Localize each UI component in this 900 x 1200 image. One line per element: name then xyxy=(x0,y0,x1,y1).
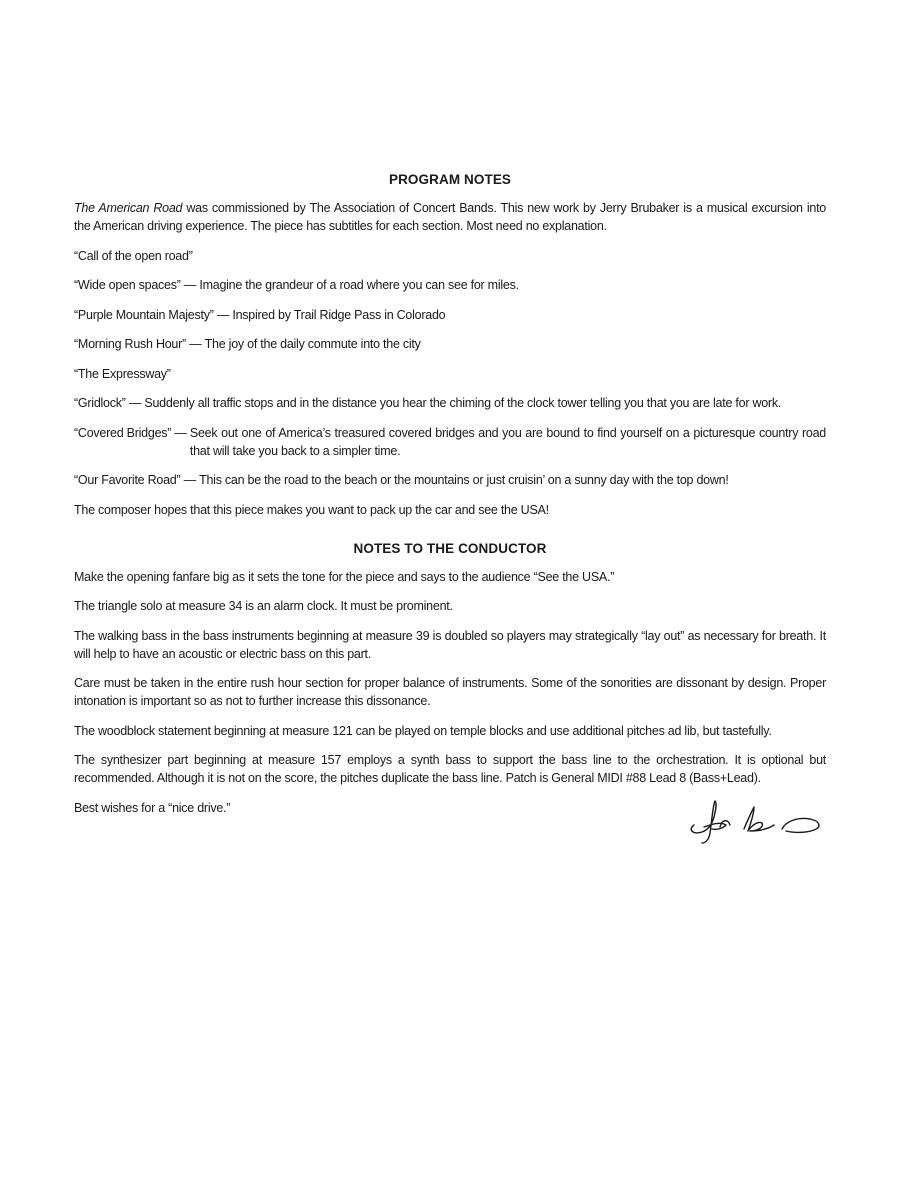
conductor-paragraph: Make the opening fanfare big as it sets the tone for the piece and says to the audience “See the USA.” xyxy=(74,569,615,584)
section-desc: The joy of the daily commute into the city xyxy=(204,337,421,351)
conductor-paragraph: The walking bass in the bass instruments beginning at measure 39 is doubled so players may strategically “lay out” as necessary for breath. It will help to have an acoustic or electric bass on this part. xyxy=(74,628,826,661)
section-item xyxy=(74,471,826,489)
program-closing: The composer hopes that this piece makes you want to pack up the car and see the USA! xyxy=(74,502,549,517)
piece-title: The American Road xyxy=(74,201,183,215)
section-item xyxy=(74,247,826,265)
section-item xyxy=(74,394,826,412)
section-desc xyxy=(171,365,826,383)
section-desc: Seek out one of America’s treasured covered bridges and you are bound to find yourself on a picturesque country road that will take you back to a simpler time. xyxy=(189,425,826,458)
conductor-paragraph: Care must be taken in the entire rush hour section for proper balance of instruments. Some of the sonorities are dissonant by design. Proper intonation is important so as not to further increase this dissonance. xyxy=(74,676,826,708)
section-item xyxy=(74,424,826,460)
section-term: “Our Favorite Road” — xyxy=(74,473,200,487)
section-item xyxy=(74,276,826,294)
section-desc: This can be the road to the beach or the mountains or just cruisin’ on a sunny day with the top down! xyxy=(199,473,729,487)
sign-off-row xyxy=(74,799,826,845)
section-item xyxy=(74,306,826,324)
section-term: “Gridlock” — xyxy=(74,396,145,410)
program-notes-heading: PROGRAM NOTES xyxy=(388,172,512,187)
section-term: “Purple Mountain Majesty” — xyxy=(74,307,233,322)
conductor-paragraph: The triangle solo at measure 34 is an alarm clock. It must be prominent. xyxy=(74,599,453,613)
section-desc xyxy=(193,247,826,265)
section-term: “Covered Bridges” — xyxy=(74,425,190,440)
intro-text: was commissioned by The Association of Concert Bands. This new work by Jerry Brubaker is a musical excursion into the American driving experience. The piece has subtitles for each section. Most need no explanation. xyxy=(74,201,826,233)
section-term: “Call of the open road” xyxy=(74,248,193,263)
section-desc: Imagine the grandeur of a road where you can see for miles. xyxy=(199,278,519,292)
conductor-paragraph: The synthesizer part beginning at measure 157 employs a synth bass to support the bass line to the orchestration. It is optional but recommended. Although it is not on the score, the pitches duplicate the bass line. Patch is General MIDI #88 Lead 8 (Bass+Lead). xyxy=(74,753,826,785)
signature-image xyxy=(686,799,826,845)
section-term: “Morning Rush Hour” — xyxy=(74,337,205,351)
section-item xyxy=(74,335,826,353)
sign-off: Best wishes for a “nice drive.” xyxy=(74,800,231,815)
conductor-paragraph: The woodblock statement beginning at measure 121 can be played on temple blocks and use additional pitches ad lib, but tastefully. xyxy=(74,723,772,738)
section-desc: Inspired by Trail Ridge Pass in Colorado xyxy=(232,307,446,322)
section-term: “Wide open spaces” — xyxy=(74,278,200,292)
conductor-notes-heading: NOTES TO THE CONDUCTOR xyxy=(353,540,547,556)
section-item xyxy=(74,365,826,383)
document-page xyxy=(74,172,826,845)
section-desc: Suddenly all traffic stops and in the distance you hear the chiming of the clock tower telling you that you are late for work. xyxy=(144,396,782,410)
section-term: “The Expressway” xyxy=(74,366,171,381)
intro-paragraph xyxy=(74,199,826,235)
